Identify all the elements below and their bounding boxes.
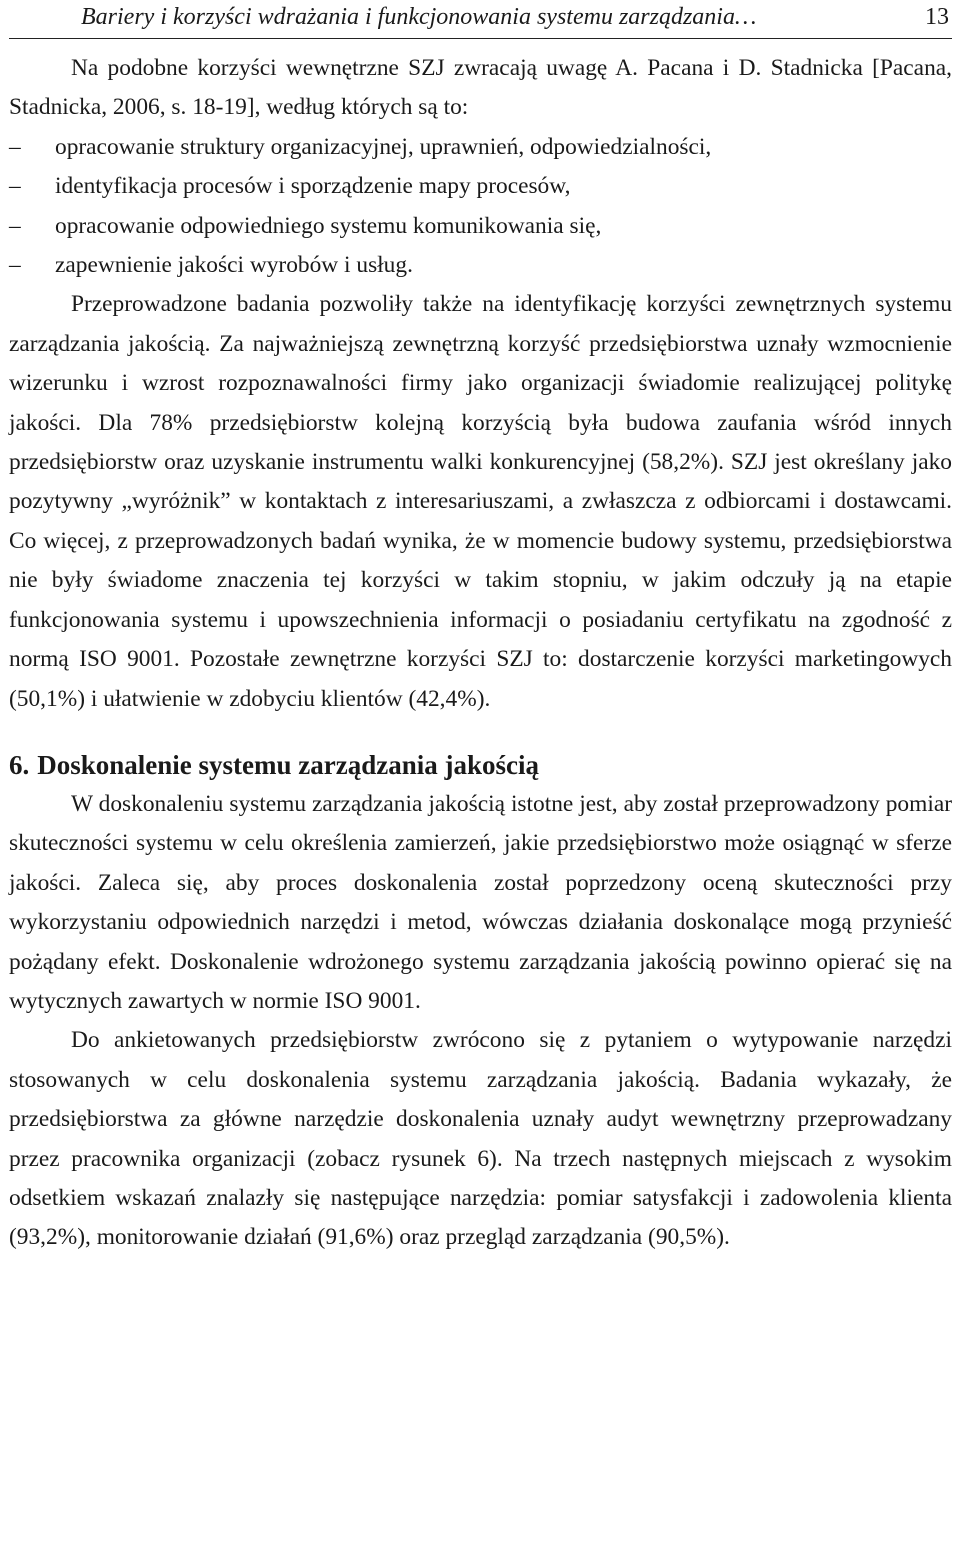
intro-paragraph: Na podobne korzyści wewnętrzne SZJ zwracają uwagę A. Pacana i D. Stadnicka [Pacana, Stadnicka, 2006, s. 18-19], według których są to: (9, 55, 952, 121)
section-heading (9, 745, 952, 785)
section-paragraph: W doskonaleniu systemu zarządzania jakością istotne jest, aby został przeprowadzony pomiar skuteczności systemu w celu określenia zamierzeń, jakie przedsiębiorstwo może osiągnąć w sferze jakości. Zaleca się, aby proces doskonalenia został poprzedzony oceną skuteczności przy wykorzystaniu odpowiednich narzędzi i metod, wówczas działania doskonalące mogą przynieść pożądany efekt. Doskonalenie wdrożonego systemu zarządzania jakością powinno opierać się na wytycznych zawartych w normie ISO 9001. (9, 790, 952, 1014)
body-text (9, 49, 952, 1258)
list-item-text: opracowanie struktury organizacyjnej, uprawnień, odpowiedzialności, (55, 133, 712, 160)
running-header-title: Bariery i korzyści wdrażania i funkcjonowania systemu zarządzania… (81, 4, 757, 30)
list-item (9, 167, 952, 206)
list-item (9, 207, 952, 246)
dash-bullet: – (9, 252, 21, 279)
dash-bullet: – (9, 173, 21, 200)
dash-bullet: – (9, 133, 21, 160)
list-item-text: zapewnienie jakości wyrobów i usług. (55, 252, 413, 279)
list-item-text: opracowanie odpowiedniego systemu komunikowania się, (55, 212, 602, 239)
section-title: Doskonalenie systemu zarządzania jakością (37, 749, 539, 780)
page-number: 13 (925, 4, 949, 30)
external-benefits-paragraph: Przeprowadzone badania pozwoliły także na identyfikację korzyści zewnętrznych systemu zarządzania jakością. Za najważniejszą zewnętrzną korzyść przedsiębiorstwa uznały wzmocnienie wizerunku i wzrost rozpoznawalności firmy jako organizacji świadomie realizującej politykę jakości. Dla 78% przedsiębiorstw kolejną korzyścią była budowa zaufania wśród innych przedsiębiorstw oraz uzyskanie instrumentu walki konkurencyjnej (58,2%). SZJ jest określany jako pozytywny „wyróżnik” w kontaktach z interesariuszami, a zwłaszcza z odbiorcami i dostawcami. Co więcej, z przeprowadzonych badań wynika, że w momencie budowy systemu, przedsiębiorstwa nie były świadome znaczenia tej korzyści w takim stopniu, w jakim odczuły ją na etapie funkcjonowania systemu i upowszechnienia informacji o posiadaniu certyfikatu na zgodność z normą ISO 9001. Pozostałe zewnętrzne korzyści SZJ to: dostarczenie korzyści marketingowych (50,1%) i ułatwienie w zdobyciu klientów (42,4%). (9, 291, 952, 712)
list-item (9, 246, 952, 285)
spacer (9, 719, 952, 733)
list-item-text: identyfikacja procesów i sporządzenie mapy procesów, (55, 173, 571, 200)
internal-benefits-list (9, 128, 952, 286)
section-paragraph: Do ankietowanych przedsiębiorstw zwrócono się z pytaniem o wytypowanie narzędzi stosowanych w celu doskonalenia systemu zarządzania jakością. Badania wykazały, że przedsiębiorstwa za główne narzędzie doskonalenia uznały audyt wewnętrzny przeprowadzany przez pracownika organizacji (zobacz rysunek 6). Na trzech następnych miejscach z wysokim odsetkiem wskazań znalazły się następujące narzędzia: pomiar satysfakcji i zadowolenia klienta (93,2%), monitorowanie działań (91,6%) oraz przegląd zarządzania (90,5%). (9, 1027, 952, 1251)
dash-bullet: – (9, 212, 21, 239)
section-number: 6. (9, 749, 30, 780)
running-header (9, 0, 952, 39)
list-item (9, 128, 952, 167)
